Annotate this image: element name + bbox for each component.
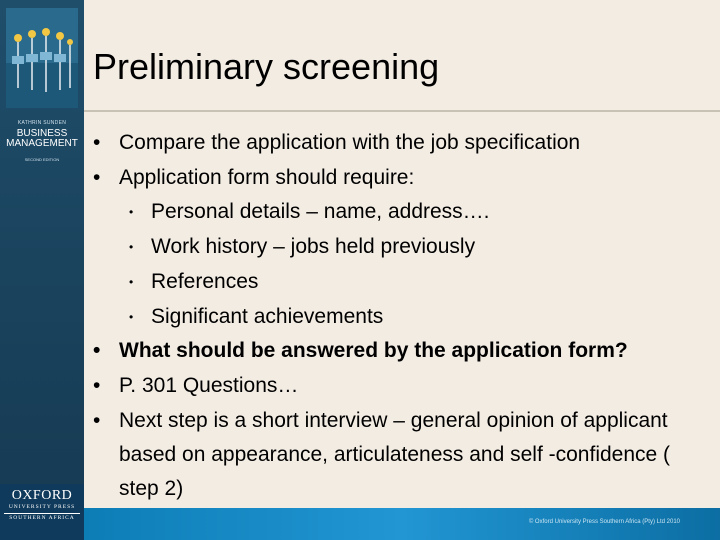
bullet-text: What should be answered by the application form?	[119, 339, 628, 363]
bullet-text: P. 301 Questions…	[119, 373, 299, 397]
book-author: KATHRIN SUNDEN	[17, 120, 67, 126]
oxford-logo-word: OXFORD	[11, 488, 73, 503]
bullet-text: Compare the application with the job specification	[119, 131, 581, 154]
sub-bullet-text: Significant achievements	[151, 304, 384, 328]
sub-bullet-icon: •	[129, 274, 134, 289]
bullet-text: Next step is a short interview – general opinion of applicant based on appearance, articulateness and self -confidence ( step 2)	[119, 408, 671, 500]
copyright-notice: © Oxford University Press Southern Africa (Pty) Ltd 2010	[528, 519, 680, 525]
bullet-icon: •	[93, 165, 101, 189]
sub-bullet-icon: •	[129, 240, 134, 255]
oxford-logo-divider	[4, 513, 80, 514]
oxford-logo	[0, 484, 84, 540]
sub-bullet-item	[93, 265, 713, 300]
book-title-line: BUSINESS	[16, 128, 68, 139]
book-edition: SECOND EDITION	[24, 157, 60, 162]
sub-bullet-text: Work history – jobs held previously	[151, 235, 476, 259]
book-title	[0, 129, 84, 149]
slide-title: Preliminary screening	[93, 46, 440, 87]
title-divider	[84, 110, 720, 112]
book-cover-illustration	[6, 8, 78, 108]
bullet-icon: •	[93, 339, 101, 363]
bullet-item	[93, 369, 713, 404]
bullet-text: Application form should require:	[119, 165, 415, 189]
bullet-item	[93, 334, 713, 369]
footer-bar	[84, 508, 720, 540]
bullet-icon: •	[93, 131, 101, 154]
sub-bullet-text: Personal details – name, address….	[151, 200, 490, 224]
bullet-item	[93, 404, 713, 506]
bullet-icon: •	[93, 408, 101, 432]
oxford-logo-press: UNIVERSITY PRESS	[8, 504, 76, 510]
bullet-item	[93, 161, 713, 196]
sub-bullet-icon: •	[129, 205, 134, 220]
sidebar	[0, 0, 84, 540]
sub-bullet-item	[93, 300, 713, 335]
oxford-logo-region: SOUTHERN AFRICA	[9, 515, 75, 521]
bullet-item	[93, 126, 713, 161]
sub-bullet-icon: •	[129, 309, 134, 324]
sub-bullet-text: References	[151, 269, 259, 293]
bullet-icon: •	[93, 373, 101, 397]
sub-bullet-item	[93, 195, 713, 230]
slide-content	[93, 126, 713, 506]
book-title-line: MANAGEMENT	[6, 138, 78, 149]
sub-bullet-item	[93, 230, 713, 265]
